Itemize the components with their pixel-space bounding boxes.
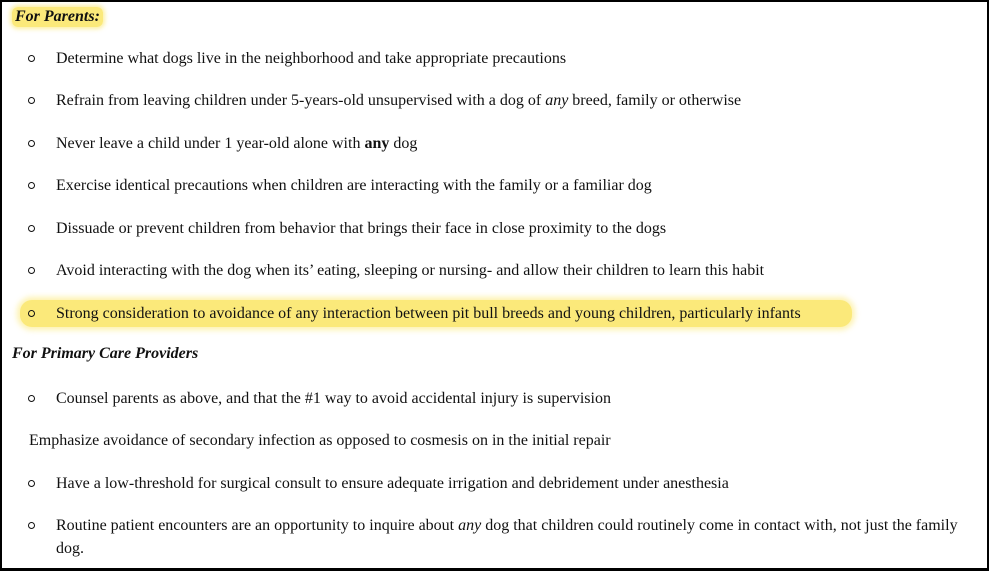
list-item-text: Routine patient encounters are an opportunity to inquire about any dog that children could routinely come in contact with, not just the family dog. xyxy=(56,517,958,557)
providers-heading-text: For Primary Care Providers xyxy=(12,345,199,362)
list-item xyxy=(28,174,978,197)
list-item xyxy=(28,259,978,282)
list-item xyxy=(28,132,978,155)
list-item xyxy=(28,387,978,410)
paragraph: Emphasize avoidance of secondary infection as opposed to cosmesis on in the initial repair xyxy=(29,432,611,449)
bullet-icon xyxy=(28,472,48,495)
list-item-text: Refrain from leaving children under 5-years-old unsupervised with a dog of any breed, family or otherwise xyxy=(56,92,742,109)
bullet-icon xyxy=(28,259,48,282)
bullet-icon xyxy=(28,89,48,112)
providers-heading xyxy=(12,344,198,364)
parents-heading xyxy=(12,7,103,27)
bullet-icon xyxy=(28,302,48,325)
list-item-highlighted xyxy=(28,302,978,325)
list-item-text: Have a low-threshold for surgical consult to ensure adequate irrigation and debridement under anesthesia xyxy=(56,475,729,492)
list-item-text: Dissuade or prevent children from behavior that brings their face in close proximity to the dogs xyxy=(56,220,667,237)
bullet-icon xyxy=(28,174,48,197)
list-item-text: Never leave a child under 1 year-old alone with any dog xyxy=(56,135,418,152)
list-item xyxy=(28,514,978,560)
list-item xyxy=(28,472,978,495)
list-item xyxy=(28,89,978,112)
bullet-icon xyxy=(28,387,48,410)
parents-heading-text: For Parents: xyxy=(12,7,103,27)
bullet-icon xyxy=(28,132,48,155)
list-item-text: Counsel parents as above, and that the #1 way to avoid accidental injury is supervision xyxy=(56,390,611,407)
bullet-icon xyxy=(28,47,48,70)
bullet-icon xyxy=(28,514,48,537)
list-item-text: Determine what dogs live in the neighborhood and take appropriate precautions xyxy=(56,50,567,67)
list-item xyxy=(28,47,978,70)
list-item xyxy=(28,217,978,240)
bullet-icon xyxy=(28,217,48,240)
list-item-text: Exercise identical precautions when children are interacting with the family or a familiar dog xyxy=(56,177,652,194)
list-item-text: Avoid interacting with the dog when its’ eating, sleeping or nursing- and allow their children to learn this habit xyxy=(56,262,765,279)
list-item-text: Strong consideration to avoidance of any interaction between pit bull breeds and young children, particularly infants xyxy=(56,305,801,322)
